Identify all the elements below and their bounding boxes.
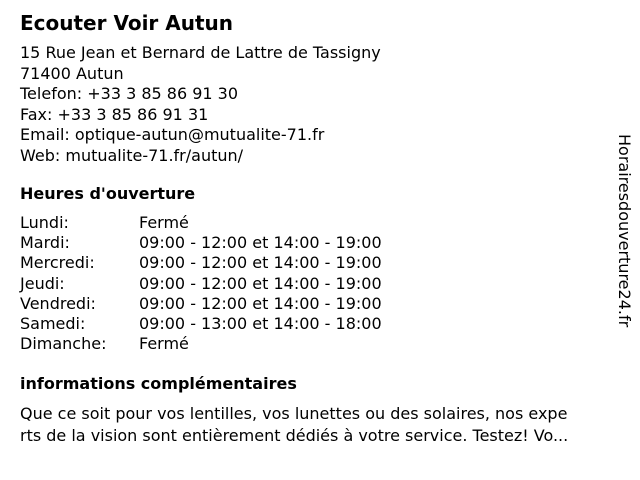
contact-block <box>20 43 381 166</box>
hours-heading: Heures d'ouverture <box>20 184 196 203</box>
day-hours: 09:00 - 12:00 et 14:00 - 19:00 <box>139 293 382 313</box>
web-line: Web: mutualite-71.fr/autun/ <box>20 145 244 165</box>
info-heading: informations complémentaires <box>20 374 297 393</box>
day-label: Vendredi: <box>20 293 96 313</box>
day-hours: 09:00 - 13:00 et 14:00 - 18:00 <box>139 313 382 333</box>
day-hours: 09:00 - 12:00 et 14:00 - 19:00 <box>139 273 382 293</box>
day-label: Lundi: <box>20 213 69 232</box>
business-name: Ecouter Voir Autun <box>20 11 234 35</box>
day-hours: 09:00 - 12:00 et 14:00 - 19:00 <box>139 253 382 273</box>
day-label: Mercredi: <box>20 253 95 273</box>
day-label: Mardi: <box>20 233 70 253</box>
street-address: 15 Rue Jean et Bernard de Lattre de Tassigny <box>20 43 381 62</box>
site-watermark: Horairesdouverture24.fr <box>615 134 634 328</box>
day-hours: 09:00 - 12:00 et 14:00 - 19:00 <box>139 233 382 253</box>
phone-line: Telefon: +33 3 85 86 91 30 <box>20 84 239 103</box>
day-label: Samedi: <box>20 313 86 333</box>
postal-city: 71400 Autun <box>20 63 124 83</box>
info-line: Que ce soit pour vos lentilles, vos lunettes ou des solaires, nos expe <box>20 404 568 423</box>
info-description <box>20 403 622 446</box>
day-label: Dimanche: <box>20 334 107 354</box>
info-line: rts de la vision sont entièrement dédiés à votre service. Testez! Vo... <box>20 425 569 445</box>
day-label: Jeudi: <box>20 273 65 293</box>
day-hours: Fermé <box>139 334 189 354</box>
email-line: Email: optique-autun@mutualite-71.fr <box>20 125 325 144</box>
day-hours: Fermé <box>139 213 189 232</box>
fax-line: Fax: +33 3 85 86 91 31 <box>20 104 209 124</box>
